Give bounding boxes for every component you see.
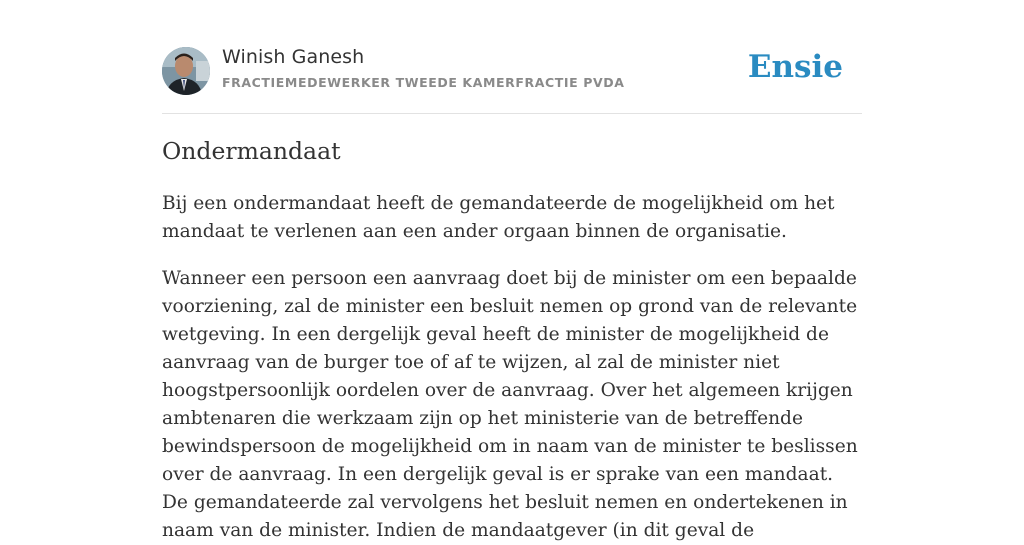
article-paragraph: Bij een ondermandaat heeft de gemandateerde de mogelijkheid om het mandaat te verlenen aan een ander orgaan binnen de organisatie. bbox=[162, 193, 835, 242]
author-header bbox=[162, 0, 862, 114]
author-role: FRACTIEMEDEWERKER TWEEDE KAMERFRACTIE PVDA bbox=[222, 75, 625, 90]
article-page bbox=[162, 0, 862, 541]
author-name[interactable]: Winish Ganesh bbox=[222, 46, 365, 68]
article-paragraph: Wanneer een persoon een aanvraag doet bij de minister om een bepaalde voorziening, zal de minister een besluit nemen op grond van de relevante wetgeving. In een dergelijk geval heeft de minister de mogelijkheid de aanvraag van de burger toe of af te wijzen, al zal de minister niet hoogstpersoonlijk oordelen over de aanvraag. Over het algemeen krijgen ambtenaren die werkzaam zijn op het ministerie van de betreffende bewindspersoon de mogelijkheid om in naam van de minister te beslissen over de aanvraag. In een dergelijk geval is er sprake van een mandaat. De gemandateerde zal vervolgens het besluit nemen en ondertekenen in naam van de minister. Indien de mandaatgever (in dit geval de bbox=[162, 268, 858, 541]
article-title: Ondermandaat bbox=[162, 137, 341, 165]
ensie-logo-link[interactable]: Ensie bbox=[747, 49, 843, 85]
author-avatar[interactable] bbox=[162, 47, 210, 95]
avatar-photo bbox=[162, 47, 210, 95]
